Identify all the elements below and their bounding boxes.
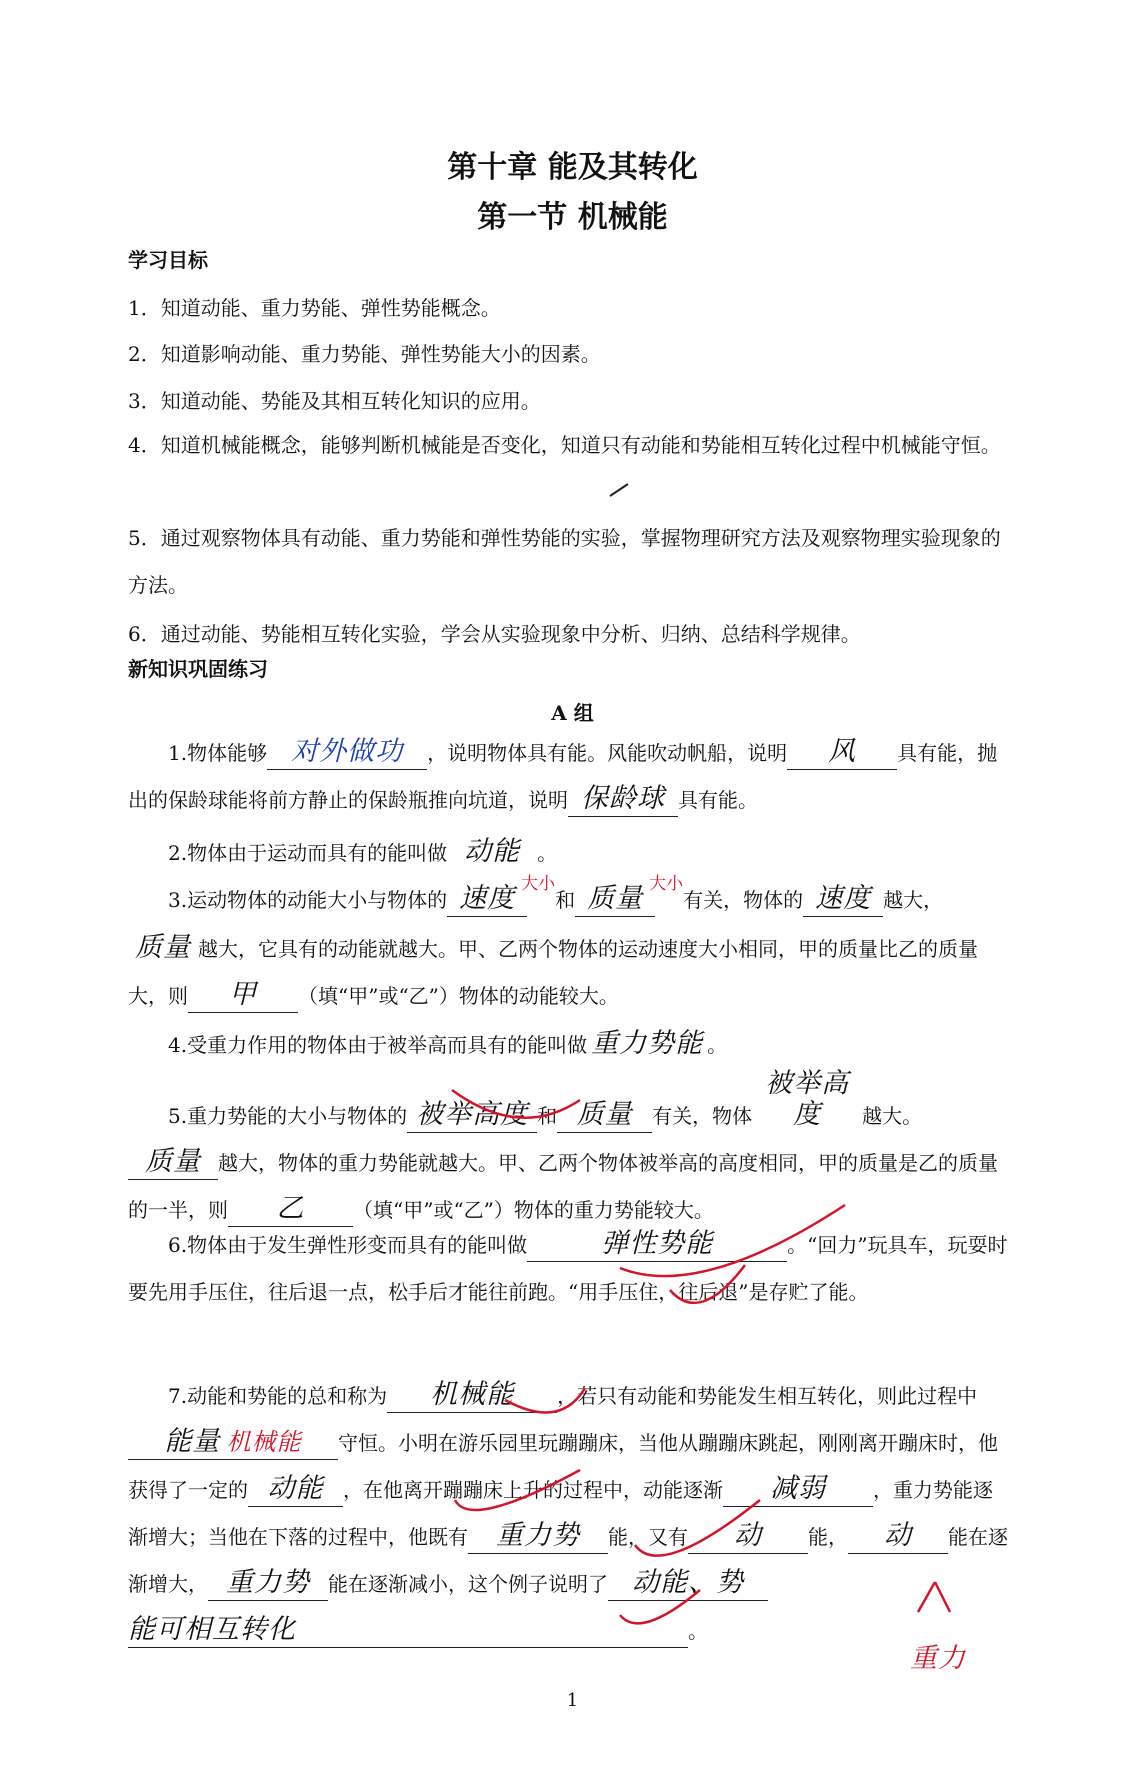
q7-answer-6: 动 bbox=[734, 1520, 762, 1551]
q5-answer-4: 质量 bbox=[145, 1146, 201, 1177]
section-title: 第一节 机械能 bbox=[477, 200, 668, 235]
q3-note-1: 大小 bbox=[521, 874, 556, 894]
q4-answer-1: 重力势能 bbox=[591, 1028, 704, 1059]
page-number: 1 bbox=[566, 1690, 579, 1711]
q6-answer-1: 弹性势能 bbox=[601, 1228, 714, 1259]
red-check-mark-q5 bbox=[452, 1090, 580, 1118]
q3-answer-4: 质量 bbox=[135, 932, 191, 963]
practice-heading: 新知识巩固练习 bbox=[128, 657, 268, 681]
chapter-title: 第十章 能及其转化 bbox=[447, 150, 698, 185]
red-check-mark-q6-1 bbox=[620, 1205, 845, 1276]
objective-3: 3．知道动能、势能及其相互转化知识的应用。 bbox=[128, 389, 541, 413]
q7-answer-4: 减弱 bbox=[770, 1473, 826, 1504]
q1-answer-3: 保龄球 bbox=[581, 783, 665, 814]
q7-correction-2: 机械能 bbox=[226, 1428, 302, 1456]
question-7: 7.动能和势能的总和称为 机械能 ，若只有动能和势能发生相互转化，则此过程中能量 机械能 守恒。小明在游乐园里玩蹦蹦床，当他从蹦蹦床跳起，刚刚离开蹦床时，他获得了一定的 动能 ，在他离开蹦蹦床上升的过程中，动能逐渐 减弱 ，重力势能逐渐增大；当他在下落的过程中，他既有 重力势 能，又有 动 能， 动 能在逐渐增大， 重力势 能在逐渐减小，这个例子说明了 动能、势能可相互转化 。 bbox=[128, 1373, 1008, 1655]
objective-1: 1．知道动能、重力势能、弹性势能概念。 bbox=[128, 296, 501, 320]
q1-answer-1: 对外做功 bbox=[291, 736, 404, 767]
red-check-mark-q7-2 bbox=[455, 1470, 580, 1510]
q5-answer-1: 被举高度 bbox=[416, 1099, 529, 1130]
q7-answer-1: 机械能 bbox=[430, 1379, 515, 1410]
red-check-mark-q7-3 bbox=[635, 1500, 760, 1556]
objective-5: 5．通过观察物体具有动能、重力势能和弹性势能的实验，掌握物理研究方法及观察物理实验现象的方法。 bbox=[128, 526, 1001, 597]
q7-red-note: 重力 bbox=[910, 1643, 966, 1674]
question-5: 5.重力势能的大小与物体的 被举高度 和 质量 有关，物体被举高度 越大。质量 越大，物体的重力势能就越大。甲、乙两个物体被举高的高度相同，甲的质量是乙的质量的一半，则 乙 （填“甲”或“乙”）物体的重力势能较大。 bbox=[128, 1069, 1008, 1234]
objective-6: 6．通过动能、势能相互转化实验，学会从实验现象中分析、归纳、总结科学规律。 bbox=[128, 622, 861, 646]
q1-answer-2: 风 bbox=[828, 736, 857, 767]
q3-note-2: 大小 bbox=[649, 874, 684, 894]
q7-answer-2: 能量 bbox=[164, 1426, 221, 1457]
red-insert-mark bbox=[918, 1582, 950, 1612]
group-a-label: A 组 bbox=[551, 701, 594, 725]
red-check-mark-q7-1 bbox=[505, 1388, 585, 1413]
q5-answer-2: 质量 bbox=[576, 1099, 633, 1130]
question-3: 3.运动物体的动能大小与物体的 速度 $^{大小}$和 质量 $^{大小}$有关，物体的 速度 越大，质量 越大，它具有的动能就越大。甲、乙两个物体的运动速度大小相同，甲的质量比乙的质量大，则 甲 （填“甲”或“乙”）物体的动能较大。 bbox=[128, 877, 1008, 1020]
q3-answer-3: 速度 bbox=[815, 883, 872, 914]
pen-tick-mark bbox=[610, 484, 628, 496]
q5-answer-3: 被举高度 bbox=[765, 1068, 850, 1130]
q7-answer-10: 能可相互转化 bbox=[128, 1614, 296, 1645]
q7-answer-9: 动能、势 bbox=[632, 1567, 744, 1598]
objective-2: 2．知道影响动能、重力势能、弹性势能大小的因素。 bbox=[128, 342, 601, 366]
question-1: 1.物体能够 对外做功 ，说明物体具有能。风能吹动帆船，说明 风 具有能，抛出的保龄球能将前方静止的保龄瓶推向坑道，说明 保龄球 具有能。 bbox=[128, 730, 1008, 824]
objectives-heading: 学习目标 bbox=[128, 248, 208, 272]
q7-answer-3: 动能 bbox=[267, 1473, 324, 1504]
question-2: 2.物体由于运动而具有的能叫做 动能 。 bbox=[168, 836, 558, 867]
question-4: 4.受重力作用的物体由于被举高而具有的能叫做 重力势能 。 bbox=[168, 1028, 728, 1059]
q2-answer-1: 动能 bbox=[464, 836, 521, 867]
red-check-mark-q7-4 bbox=[620, 1590, 700, 1623]
objective-4: 4．知道机械能概念，能够判断机械能是否变化，知道只有动能和势能相互转化过程中机械能守恒。 bbox=[128, 433, 1001, 457]
q7-answer-7: 动 bbox=[884, 1520, 912, 1551]
q3-answer-5: 甲 bbox=[229, 979, 257, 1010]
q3-answer-2: 质量 bbox=[587, 883, 644, 914]
q5-answer-5: 乙 bbox=[276, 1193, 305, 1224]
q3-answer-1: 速度 bbox=[459, 883, 516, 914]
question-6: 6.物体由于发生弹性形变而具有的能叫做 弹性势能 。“回力”玩具车，玩耍时要先用手压住，往后退一点，松手后才能往前跑。“用手压住，往后退”是存贮了能。 bbox=[128, 1228, 1008, 1304]
q7-answer-5: 重力势 bbox=[496, 1520, 580, 1551]
q7-answer-8: 重力势 bbox=[226, 1567, 310, 1598]
